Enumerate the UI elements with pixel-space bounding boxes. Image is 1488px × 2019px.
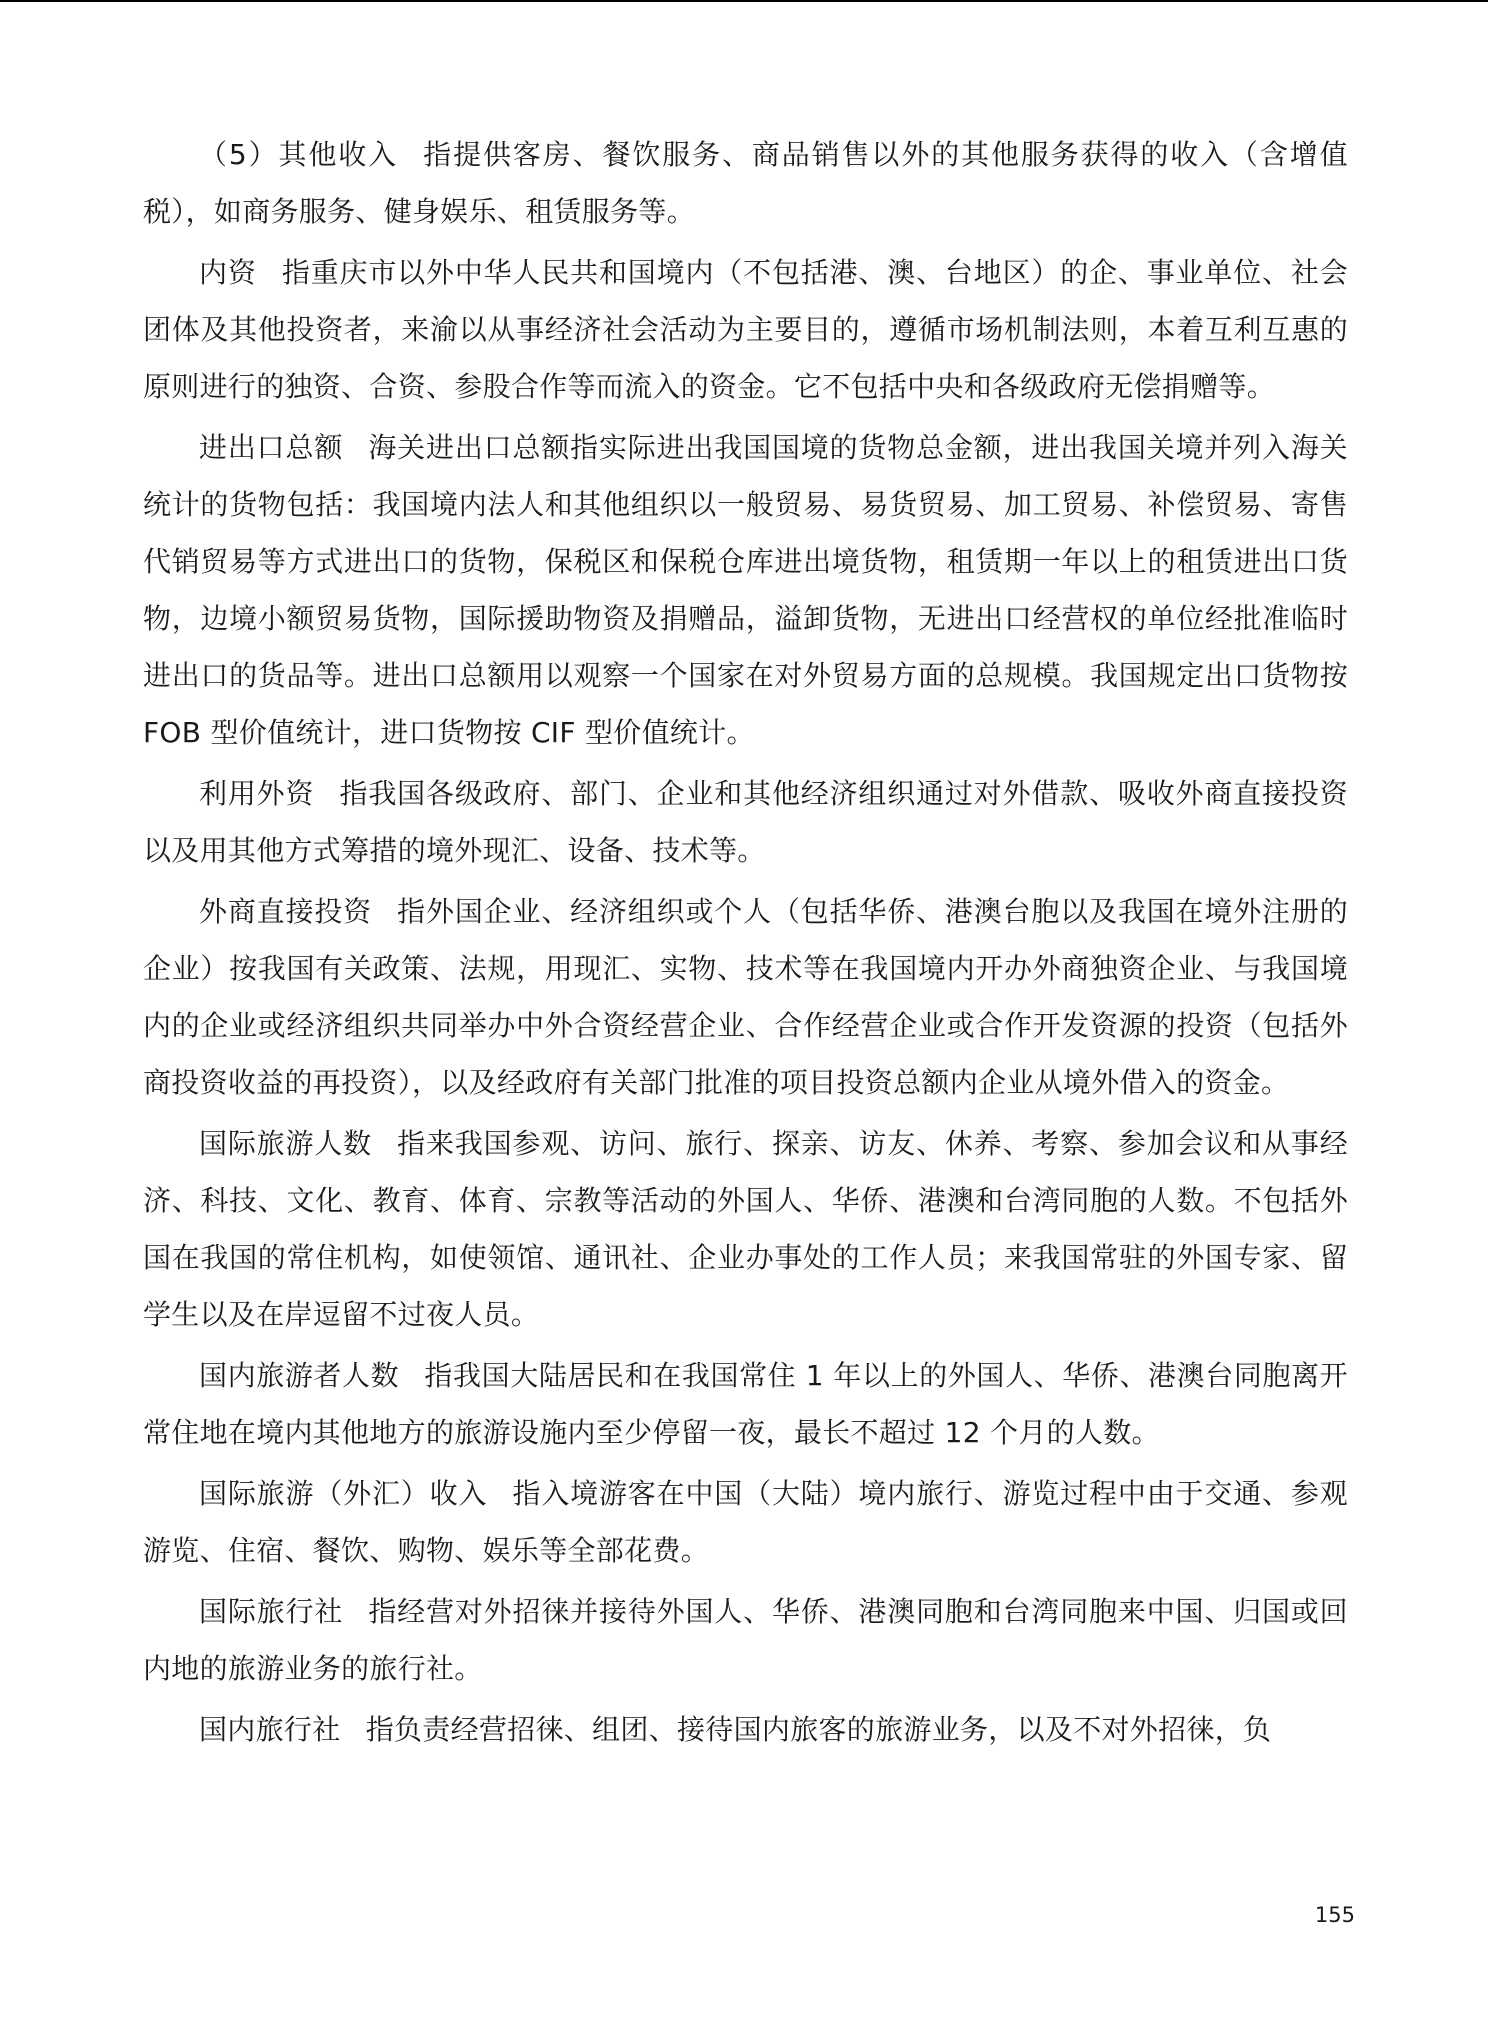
term-label: 国际旅行社 <box>199 1595 344 1628</box>
paragraph-fdi <box>143 883 1348 1111</box>
term-label: 国内旅游者人数 <box>199 1359 400 1392</box>
document-body <box>143 126 1348 1762</box>
page-number: 155 <box>1314 1903 1355 1927</box>
paragraph-international-tourists <box>143 1115 1348 1343</box>
term-label: 国内旅行社 <box>199 1713 341 1746</box>
top-border-line <box>0 0 1488 2</box>
paragraph-domestic-capital <box>143 244 1348 415</box>
definition-text: 指经营对外招徕并接待外国人、华侨、港澳同胞和台湾同胞来中国、归国或回内地的旅游业务的旅行社。 <box>143 1595 1348 1685</box>
paragraph-domestic-travel-agency <box>143 1701 1348 1758</box>
definition-text: 海关进出口总额指实际进出我国国境的货物总金额，进出我国关境并列入海关统计的货物包括：我国境内法人和其他组织以一般贸易、易货贸易、加工贸易、补偿贸易、寄售代销贸易等方式进出口的货物，保税区和保税仓库进出境货物，租赁期一年以上的租赁进出口货物，边境小额贸易货物，国际援助物资及捐赠品，溢卸货物，无进出口经营权的单位经批准临时进出口的货品等。进出口总额用以观察一个国家在对外贸易方面的总规模。我国规定出口货物按 FOB 型价值统计，进口货物按 CIF 型价值统计。 <box>143 431 1348 749</box>
paragraph-import-export-total <box>143 419 1348 761</box>
definition-text: 指入境游客在中国（大陆）境内旅行、游览过程中由于交通、参观游览、住宿、餐饮、购物、娱乐等全部花费。 <box>143 1477 1348 1567</box>
definition-text: 指我国各级政府、部门、企业和其他经济组织通过对外借款、吸收外商直接投资以及用其他方式筹措的境外现汇、设备、技术等。 <box>143 777 1348 867</box>
term-label: 利用外资 <box>199 777 315 810</box>
term-label: 国际旅游人数 <box>199 1127 372 1160</box>
term-label: 国际旅游（外汇）收入 <box>199 1477 488 1510</box>
definition-text: 指我国大陆居民和在我国常住 1 年以上的外国人、华侨、港澳台同胞离开常住地在境内其他地方的旅游设施内至少停留一夜，最长不超过 12 个月的人数。 <box>143 1359 1348 1449</box>
paragraph-domestic-tourists <box>143 1347 1348 1461</box>
definition-text: 指提供客房、餐饮服务、商品销售以外的其他服务获得的收入（含增值税），如商务服务、健身娱乐、租赁服务等。 <box>143 138 1348 228</box>
definition-text: 指外国企业、经济组织或个人（包括华侨、港澳台胞以及我国在境外注册的企业）按我国有关政策、法规，用现汇、实物、技术等在我国境内开办外商独资企业、与我国境内的企业或经济组织共同举办中外合资经营企业、合作经营企业或合作开发资源的投资（包括外商投资收益的再投资），以及经政府有关部门批准的项目投资总额内企业从境外借入的资金。 <box>143 895 1348 1099</box>
definition-text: 指负责经营招徕、组团、接待国内旅客的旅游业务，以及不对外招徕，负 <box>365 1713 1272 1746</box>
term-label: （5）其他收入 <box>199 138 398 171</box>
paragraph-other-income <box>143 126 1348 240</box>
paragraph-tourism-revenue <box>143 1465 1348 1579</box>
term-label: 进出口总额 <box>199 431 344 464</box>
definition-text: 指来我国参观、访问、旅行、探亲、访友、休养、考察、参加会议和从事经济、科技、文化、教育、体育、宗教等活动的外国人、华侨、港澳和台湾同胞的人数。不包括外国在我国的常住机构，如使领馆、通讯社、企业办事处的工作人员；来我国常驻的外国专家、留学生以及在岸逗留不过夜人员。 <box>143 1127 1348 1331</box>
definition-text: 指重庆市以外中华人民共和国境内（不包括港、澳、台地区）的企、事业单位、社会团体及其他投资者，来渝以从事经济社会活动为主要目的，遵循市场机制法则，本着互利互惠的原则进行的独资、合资、参股合作等而流入的资金。它不包括中央和各级政府无偿捐赠等。 <box>143 256 1348 403</box>
term-label: 内资 <box>199 256 257 289</box>
term-label: 外商直接投资 <box>199 895 372 928</box>
paragraph-international-travel-agency <box>143 1583 1348 1697</box>
paragraph-foreign-capital-use <box>143 765 1348 879</box>
